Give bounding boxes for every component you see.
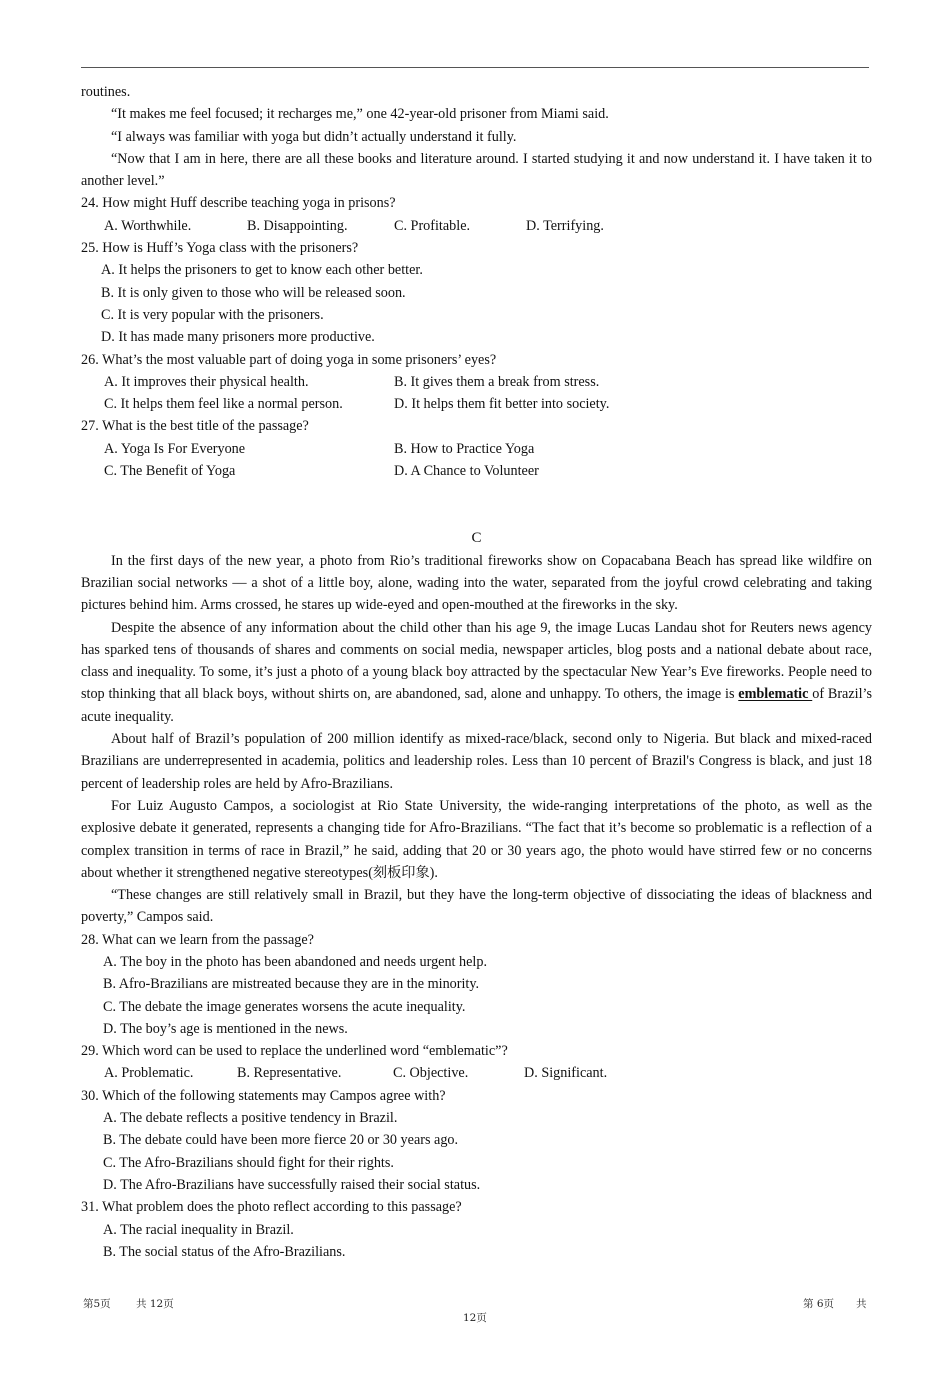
paragraph-text: Despite the absence of any information about the child other than his age 9, the image Lucas Landau shot for Reuters news agency has sparked tens of thousands of shares and comments on social media, newspaper articles, blog posts and a national debate about race, class and inequality. To some, it’s just a photo of a young black boy attracted by the spectacular New Year’s Eve fireworks. People need to stop thinking that all black boys, without shirts on, are abandoned, sad, alone and unhappy. To others, the image is — [81, 619, 872, 703]
footer-right-total: 共 — [856, 1298, 867, 1310]
passage-b-quote-1: “It makes me feel focused; it recharges me,” one 42-year-old prisoner from Miami said. — [111, 106, 609, 123]
option-c[interactable]: C. The Afro-Brazilians should fight for their rights. — [103, 1154, 394, 1171]
option-b[interactable]: B. Representative. — [237, 1065, 342, 1082]
option-a[interactable]: A. It helps the prisoners to get to know each other better. — [101, 262, 423, 279]
question-28 — [81, 929, 872, 1040]
question-stem: 30. Which of the following statements may Campos agree with? — [81, 1087, 446, 1104]
footer-center-total: 12页 — [463, 1312, 487, 1324]
question-29 — [81, 1040, 872, 1085]
question-26 — [81, 349, 872, 416]
question-stem: 26. What’s the most valuable part of doing yoga in some prisoners’ eyes? — [81, 351, 497, 368]
question-stem: 25. How is Huff’s Yoga class with the prisoners? — [81, 240, 359, 257]
option-a[interactable]: A. The boy in the photo has been abandoned and needs urgent help. — [103, 953, 488, 970]
answer-options — [81, 1062, 872, 1084]
section-heading-c: C — [471, 530, 482, 547]
option-b[interactable]: B. It gives them a break from stress. — [394, 373, 600, 390]
footer-right-page: 第 6页 — [803, 1298, 835, 1310]
option-a[interactable]: A. Yoga Is For Everyone — [104, 440, 246, 457]
option-c[interactable]: C. It helps them feel like a normal person. — [104, 396, 343, 413]
option-a[interactable]: A. The debate reflects a positive tendency in Brazil. — [103, 1110, 398, 1127]
question-27 — [81, 415, 872, 482]
option-c[interactable]: C. The debate the image generates worsens the acute inequality. — [103, 998, 466, 1015]
passage-c — [81, 550, 872, 929]
header-rule — [81, 67, 869, 68]
option-a[interactable]: A. It improves their physical health. — [104, 373, 309, 390]
passage-c-paragraph-4: For Luiz Augusto Campos, a sociologist at Rio State University, the wide-ranging interpretations of the photo, as well as the explosive debate it generated, represents a changing tide for Afro-Brazilians. “The fact that it’s become so problematic is a reflection of a complex transition in terms of race in Brazil,” he said, adding that 20 or 30 years ago, the photo would have stirred few or no concerns about whether it strengthened negative stereotypes(刻板印象). — [81, 797, 872, 881]
question-31 — [81, 1196, 872, 1263]
option-b[interactable]: B. It is only given to those who will be released soon. — [101, 284, 406, 301]
option-d[interactable]: D. Terrifying. — [526, 217, 604, 234]
passage-c-paragraph-5: “These changes are still relatively small in Brazil, but they have the long-term objective of dissociating the ideas of blackness and poverty,” Campos said. — [81, 887, 872, 926]
option-d[interactable]: D. The Afro-Brazilians have successfully raised their social status. — [103, 1176, 481, 1193]
question-stem: 29. Which word can be used to replace the underlined word “emblematic”? — [81, 1043, 508, 1060]
option-a[interactable]: A. Problematic. — [104, 1065, 194, 1082]
option-c[interactable]: C. It is very popular with the prisoners. — [101, 306, 324, 323]
question-stem: 27. What is the best title of the passage? — [81, 418, 309, 435]
option-d[interactable]: D. It has made many prisoners more productive. — [101, 329, 375, 346]
option-b[interactable]: B. Afro-Brazilians are mistreated because they are in the minority. — [103, 976, 480, 993]
option-b[interactable]: B. The debate could have been more fierce 20 or 30 years ago. — [103, 1132, 459, 1149]
question-stem: 24. How might Huff describe teaching yoga in prisons? — [81, 195, 396, 212]
footer-left-total: 共 12页 — [136, 1298, 174, 1310]
passage-b-quote-2: “I always was familiar with yoga but didn’t actually understand it fully. — [111, 128, 517, 145]
paragraph-text: of Brazil’s acute inequality. — [81, 686, 872, 725]
option-d[interactable]: D. A Chance to Volunteer — [394, 463, 539, 480]
passage-b-tail-line: routines. — [81, 84, 131, 100]
answer-options-row — [81, 393, 872, 415]
option-c[interactable]: C. Objective. — [393, 1065, 469, 1082]
option-b[interactable]: B. Disappointing. — [247, 217, 348, 234]
passage-c-paragraph-2 — [81, 617, 872, 728]
question-24 — [81, 192, 872, 237]
option-b[interactable]: B. How to Practice Yoga — [394, 440, 535, 457]
passage-b-quote-3: “Now that I am in here, there are all these books and literature around. I started studying it and now understand it. I have taken it to another level.” — [81, 150, 872, 190]
question-stem: 28. What can we learn from the passage? — [81, 931, 314, 948]
answer-options-row — [81, 438, 872, 460]
footer-left-page: 第5页 — [83, 1298, 111, 1310]
option-a[interactable]: A. Worthwhile. — [104, 217, 192, 234]
passage-c-paragraph-1: In the first days of the new year, a photo from Rio’s traditional fireworks show on Copacabana Beach has spread like wildfire on Brazilian social networks — a shot of a little boy, alone, wading into the water, separated from the joyful crowd celebrating and taking pictures behind him. Arms crossed, he stares up wide-eyed and open-mouthed at the fireworks in the sky. — [81, 552, 872, 614]
option-c[interactable]: C. The Benefit of Yoga — [104, 463, 236, 480]
question-30 — [81, 1085, 872, 1196]
passage-c-paragraph-3: About half of Brazil’s population of 200 million identify as mixed-race/black, second only to Nigeria. But black and mixed-raced Brazilians are underrepresented in academia, politics and leadership roles. Less than 10 percent of Brazil's Congress is black, and just 18 percent of leadership roles are held by Afro-Brazilians. — [81, 731, 872, 792]
page-content — [81, 81, 872, 1263]
option-c[interactable]: C. Profitable. — [394, 217, 471, 234]
option-d[interactable]: D. Significant. — [524, 1065, 608, 1082]
option-a[interactable]: A. The racial inequality in Brazil. — [103, 1221, 294, 1238]
answer-options — [81, 215, 872, 237]
option-d[interactable]: D. The boy’s age is mentioned in the news. — [103, 1020, 348, 1037]
answer-options-row — [81, 460, 872, 482]
option-b[interactable]: B. The social status of the Afro-Brazilians. — [103, 1243, 346, 1260]
option-d[interactable]: D. It helps them fit better into society. — [394, 396, 610, 413]
underlined-word-emblematic: emblematic — [738, 686, 813, 703]
answer-options-row — [81, 371, 872, 393]
question-stem: 31. What problem does the photo reflect according to this passage? — [81, 1199, 462, 1216]
question-25 — [81, 237, 872, 348]
